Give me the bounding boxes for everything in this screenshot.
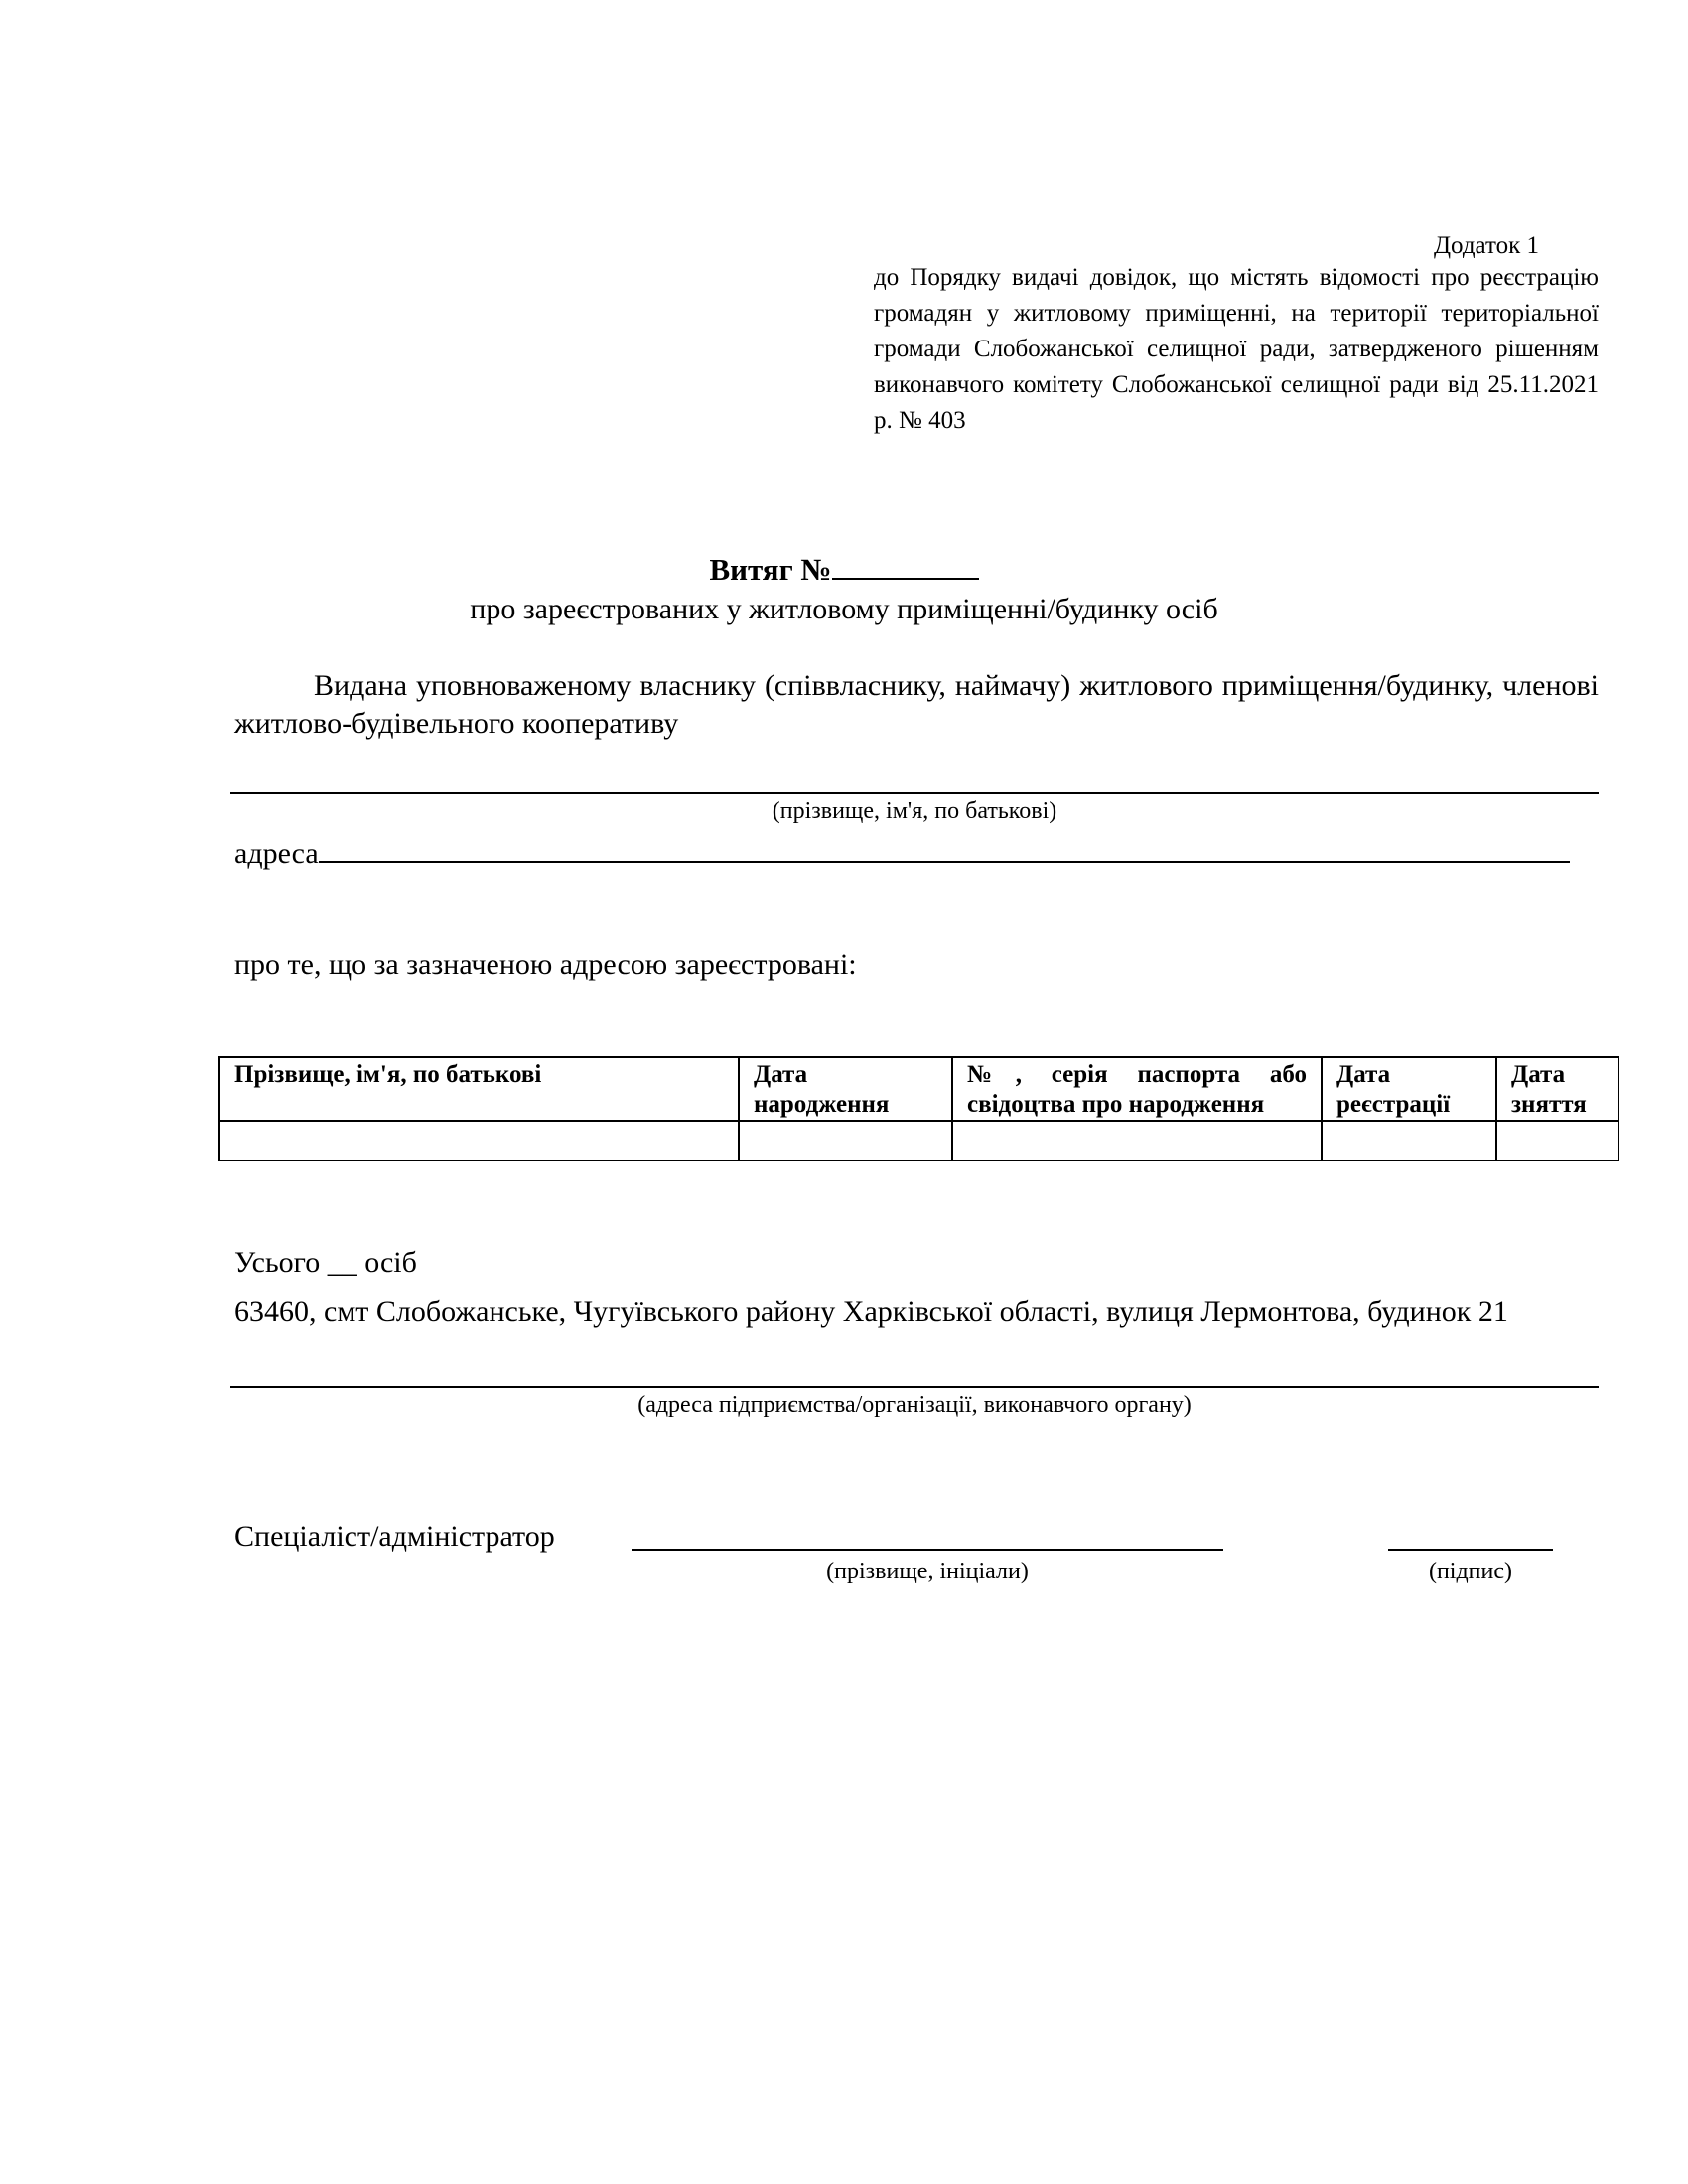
name-caption: (прізвище, ім'я, по батькові): [772, 798, 1057, 824]
registered-intro: про те, що за зазначеною адресою зареєстровані:: [234, 948, 857, 981]
document-subtitle: про зареєстрованих у житловому приміщенні/будинку осіб: [470, 593, 1218, 625]
issued-to-paragraph: Видана уповноваженому власнику (співвласнику, наймачу) житлового приміщення/будинку, членові житлово-будівельного кооперативу: [234, 669, 1599, 740]
organization-address: 63460, смт Слобожанське, Чугуївського району Харківської області, вулиця Лермонтова, будинок 21: [234, 1296, 1508, 1328]
header-birth-date: Дата народження: [739, 1057, 952, 1121]
signature-line: [1388, 1549, 1553, 1551]
header-passport-text: №, серія паспорта або свідоцтва про народження: [967, 1061, 1307, 1118]
appendix-label: Додаток 1: [1434, 232, 1539, 259]
specialist-label: Спеціаліст/адміністратор: [234, 1520, 555, 1553]
address-row: [234, 834, 1570, 874]
cell-registration-date: [1322, 1121, 1496, 1160]
name-line: [230, 792, 1599, 794]
appendix-reference-text: до Порядку видачі довідок, що містять відомості про реєстрацію громадян у житловому приміщенні, на території територіальної громади Слобожанської селищної ради, затвердженого рішенням виконавчого комітету Слобожанської селищної ради від 25.11.2021 р. № 403: [874, 264, 1599, 434]
address-label: адреса: [234, 837, 319, 870]
table-row: [219, 1121, 1618, 1160]
extract-number-blank: [832, 548, 979, 580]
address-blank: [319, 835, 1570, 863]
header-passport: [952, 1057, 1322, 1121]
organization-line: [230, 1386, 1599, 1388]
cell-passport: [952, 1121, 1322, 1160]
table-header-row: [219, 1057, 1618, 1121]
initials-line: [632, 1549, 1223, 1551]
registered-persons-table: [218, 1056, 1619, 1161]
header-registration-date: Дата реєстрації: [1322, 1057, 1496, 1121]
signature-caption: (підпис): [1428, 1559, 1513, 1584]
total-persons: Усього __ осіб: [234, 1246, 417, 1279]
organization-caption: (адреса підприємства/організації, виконавчого органу): [637, 1392, 1192, 1418]
header-full-name: Прізвище, ім'я, по батькові: [219, 1057, 739, 1121]
document-title: [0, 548, 1688, 590]
cell-deregistration-date: [1496, 1121, 1618, 1160]
cell-birth-date: [739, 1121, 952, 1160]
document-title-text: Витяг №: [709, 552, 832, 587]
header-deregistration-date: Дата зняття: [1496, 1057, 1618, 1121]
cell-full-name: [219, 1121, 739, 1160]
initials-caption: (прізвище, ініціали): [826, 1559, 1029, 1584]
